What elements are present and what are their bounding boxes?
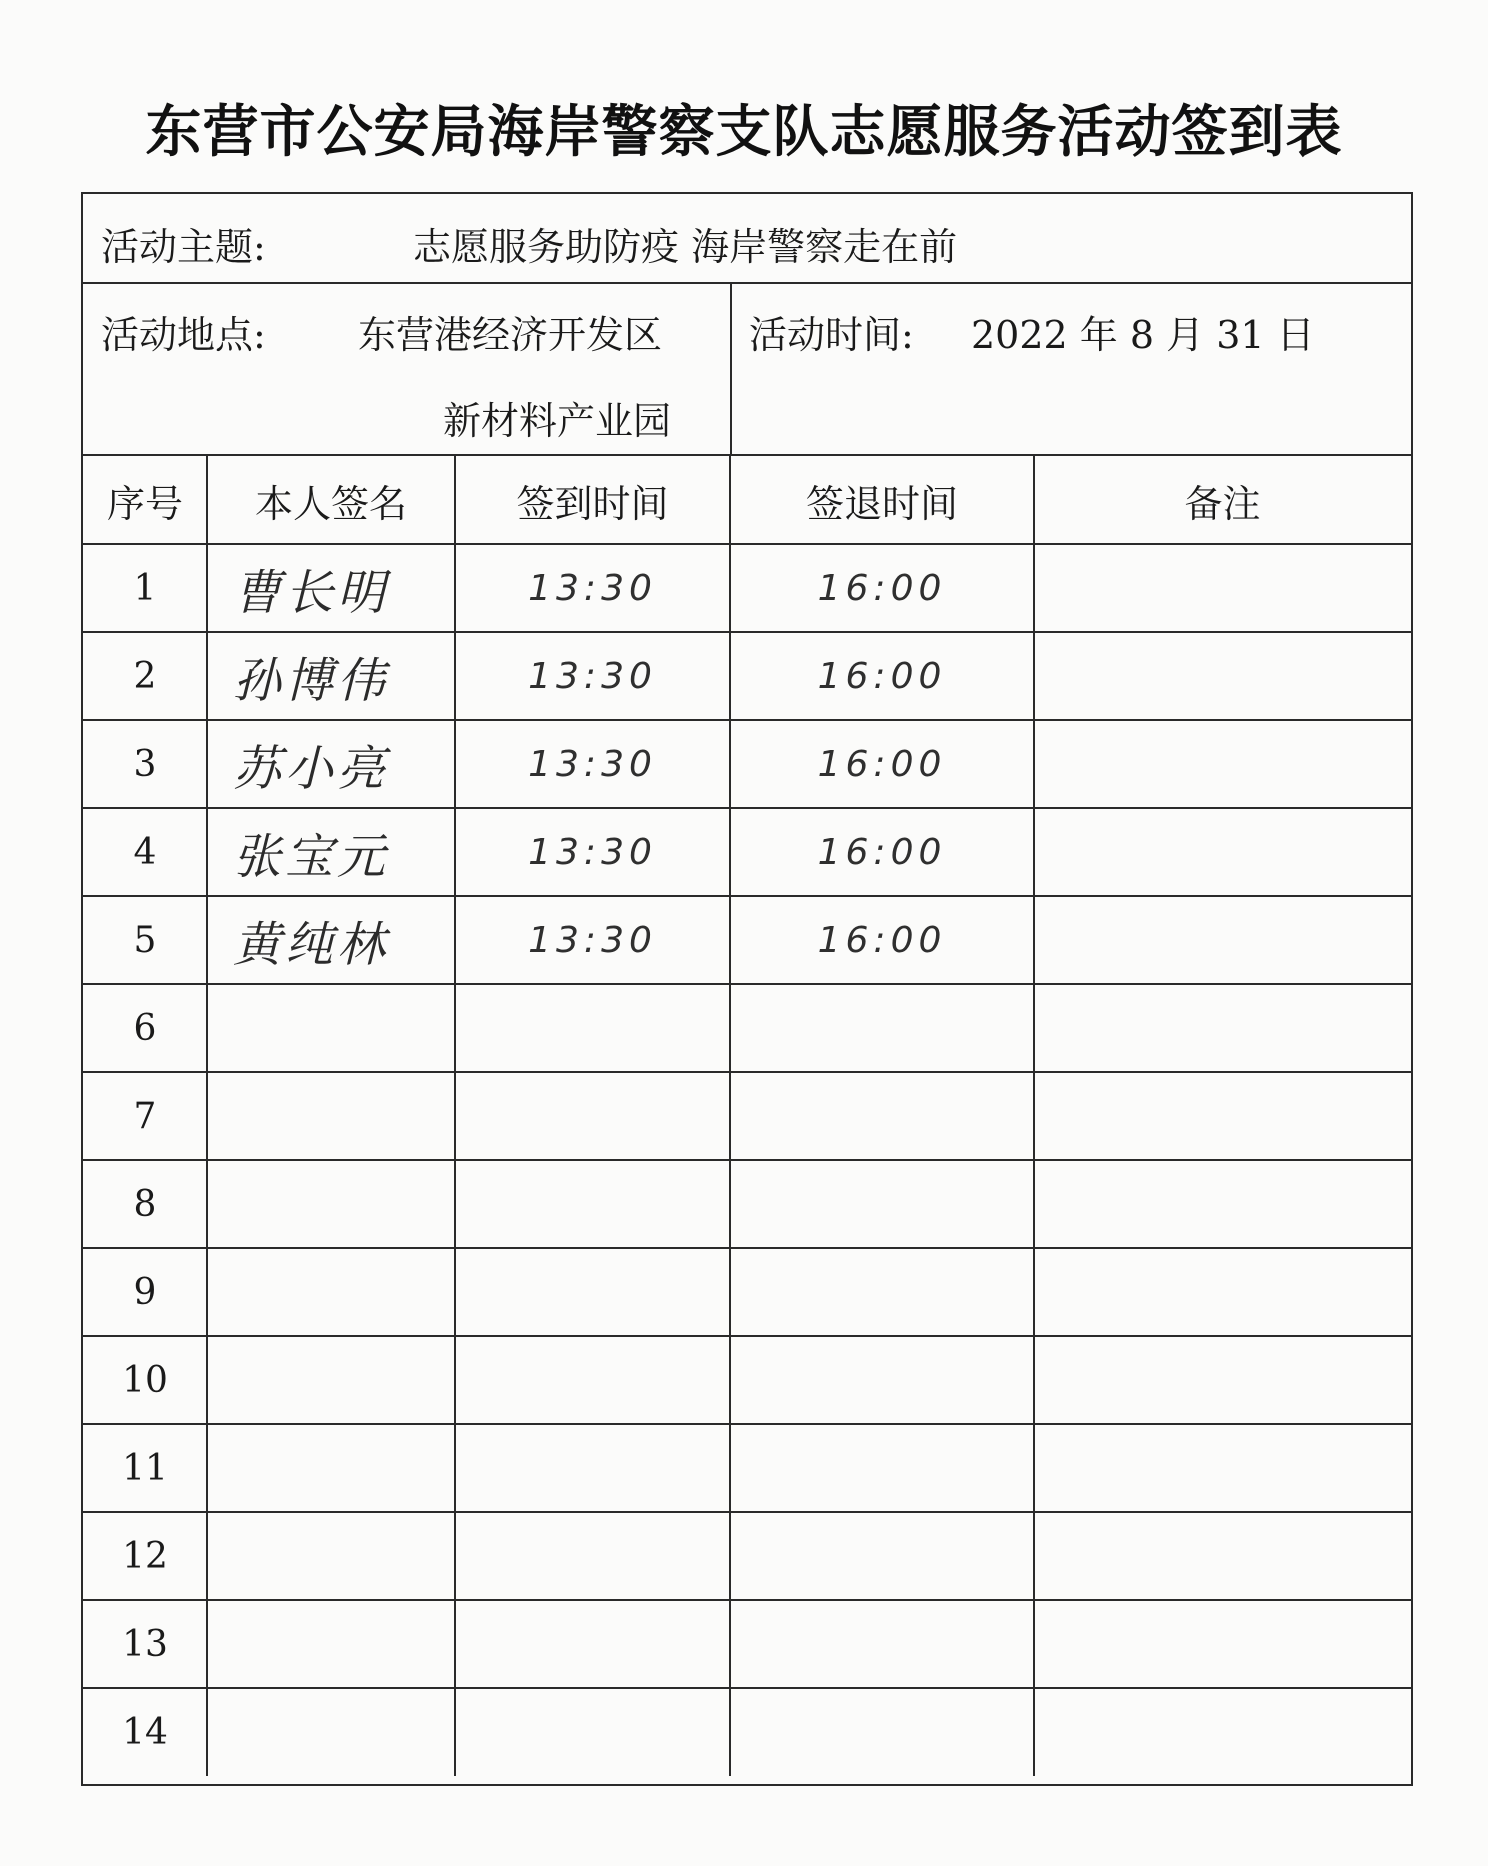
col-remarks-cell[interactable] xyxy=(1034,896,1411,984)
sign-in-sheet xyxy=(81,192,1413,1786)
col-no-cell: 14 xyxy=(122,1711,168,1753)
col-remarks-cell[interactable] xyxy=(1034,1160,1411,1248)
col-sign-out-time-cell[interactable] xyxy=(730,1248,1034,1336)
col-sign-in-time-cell[interactable] xyxy=(455,1248,730,1336)
col-sign-in-time-cell[interactable] xyxy=(455,1160,730,1248)
col-sign-out-time-cell[interactable] xyxy=(730,1600,1034,1688)
col-sign-in-time-cell[interactable] xyxy=(455,1424,730,1512)
col-sign-in-time-cell[interactable] xyxy=(455,984,730,1072)
col-no-cell: 12 xyxy=(122,1535,168,1577)
header-col-sign-in-time: 签到时间 xyxy=(516,481,669,526)
time-value: 2022 年 8 月 31 日 xyxy=(971,313,1315,357)
col-sign-in-time-cell[interactable]: 13:30 xyxy=(528,919,657,961)
topic-value: 志愿服务助防疫 海岸警察走在前 xyxy=(413,225,958,269)
header-col-no: 序号 xyxy=(106,481,183,526)
col-remarks-cell[interactable] xyxy=(1034,1688,1411,1776)
col-no-cell: 9 xyxy=(133,1271,157,1313)
col-signature-cell[interactable]: 孙博伟 xyxy=(232,652,389,709)
col-signature-cell[interactable]: 张宝元 xyxy=(232,828,389,885)
col-remarks-cell[interactable] xyxy=(1034,720,1411,808)
col-no-cell: 6 xyxy=(133,1007,157,1049)
col-no-cell: 11 xyxy=(122,1447,168,1489)
col-signature-cell[interactable]: 黄纯林 xyxy=(232,916,389,973)
col-sign-out-time-cell[interactable] xyxy=(730,1424,1034,1512)
col-no-cell: 5 xyxy=(133,919,157,961)
col-signature-cell[interactable] xyxy=(187,1424,435,1512)
col-sign-out-time-cell[interactable] xyxy=(730,1160,1034,1248)
col-remarks-cell[interactable] xyxy=(1034,544,1411,632)
header-col-sign-out-time: 签退时间 xyxy=(805,481,958,526)
col-sign-out-time-cell[interactable]: 16:00 xyxy=(817,743,947,785)
col-sign-in-time-cell[interactable]: 13:30 xyxy=(528,567,657,609)
col-signature-cell[interactable] xyxy=(187,1248,435,1336)
col-sign-out-time-cell[interactable] xyxy=(730,1072,1034,1160)
col-remarks-cell[interactable] xyxy=(1034,1424,1411,1512)
col-sign-in-time-cell[interactable] xyxy=(455,1336,730,1424)
col-signature-cell[interactable]: 曹长明 xyxy=(232,564,389,621)
col-remarks-cell[interactable] xyxy=(1034,632,1411,720)
place-value-line2: 新材料产业园 xyxy=(443,399,672,443)
col-sign-in-time-cell[interactable] xyxy=(455,1688,730,1776)
topic-row xyxy=(83,194,1411,284)
col-no-cell: 3 xyxy=(133,743,157,785)
col-remarks-cell[interactable] xyxy=(1034,808,1411,896)
col-no-cell: 7 xyxy=(133,1095,157,1137)
col-remarks-cell[interactable] xyxy=(1034,1600,1411,1688)
col-sign-out-time-cell[interactable]: 16:00 xyxy=(817,919,947,961)
col-sign-in-time-cell[interactable] xyxy=(455,1600,730,1688)
attendance-table xyxy=(83,456,1411,1788)
col-signature-cell[interactable]: 苏小亮 xyxy=(232,740,389,797)
place-label: 活动地点: xyxy=(101,313,266,357)
col-sign-out-time-cell[interactable]: 16:00 xyxy=(817,567,947,609)
col-remarks-cell[interactable] xyxy=(1034,1248,1411,1336)
col-no-cell: 13 xyxy=(122,1623,168,1665)
col-signature-cell[interactable] xyxy=(187,1072,435,1160)
col-remarks-cell[interactable] xyxy=(1034,984,1411,1072)
col-sign-in-time-cell[interactable]: 13:30 xyxy=(528,655,657,697)
place-time-row xyxy=(83,284,1411,456)
header-col-signature: 本人签名 xyxy=(254,481,407,526)
col-no-cell: 2 xyxy=(133,655,157,697)
col-sign-out-time-cell[interactable]: 16:00 xyxy=(817,655,947,697)
col-signature-cell[interactable] xyxy=(187,1336,435,1424)
col-sign-in-time-cell[interactable] xyxy=(455,1072,730,1160)
col-sign-in-time-cell[interactable]: 13:30 xyxy=(528,743,657,785)
topic-label: 活动主题: xyxy=(101,225,266,269)
col-signature-cell[interactable] xyxy=(187,1160,435,1248)
col-sign-out-time-cell[interactable] xyxy=(730,1688,1034,1776)
col-no-cell: 8 xyxy=(133,1183,157,1225)
col-sign-in-time-cell[interactable]: 13:30 xyxy=(528,831,657,873)
col-signature-cell[interactable] xyxy=(187,1600,435,1688)
col-remarks-cell[interactable] xyxy=(1034,1072,1411,1160)
col-sign-in-time-cell[interactable] xyxy=(455,1512,730,1600)
place-time-divider xyxy=(730,284,732,456)
col-no-cell: 1 xyxy=(133,567,157,609)
col-signature-cell[interactable] xyxy=(187,984,435,1072)
time-label: 活动时间: xyxy=(749,313,914,357)
form-title: 东营市公安局海岸警察支队志愿服务活动签到表 xyxy=(145,100,1343,165)
col-sign-out-time-cell[interactable] xyxy=(730,1512,1034,1600)
col-remarks-cell[interactable] xyxy=(1034,1512,1411,1600)
col-sign-out-time-cell[interactable] xyxy=(730,984,1034,1072)
col-signature-cell[interactable] xyxy=(187,1688,435,1776)
place-value-line1: 东营港经济开发区 xyxy=(358,313,663,357)
col-sign-out-time-cell[interactable]: 16:00 xyxy=(817,831,947,873)
header-col-remarks: 备注 xyxy=(1184,481,1261,526)
col-no-cell: 4 xyxy=(133,831,157,873)
col-signature-cell[interactable] xyxy=(187,1512,435,1600)
col-no-cell: 10 xyxy=(122,1359,168,1401)
col-remarks-cell[interactable] xyxy=(1034,1336,1411,1424)
col-sign-out-time-cell[interactable] xyxy=(730,1336,1034,1424)
